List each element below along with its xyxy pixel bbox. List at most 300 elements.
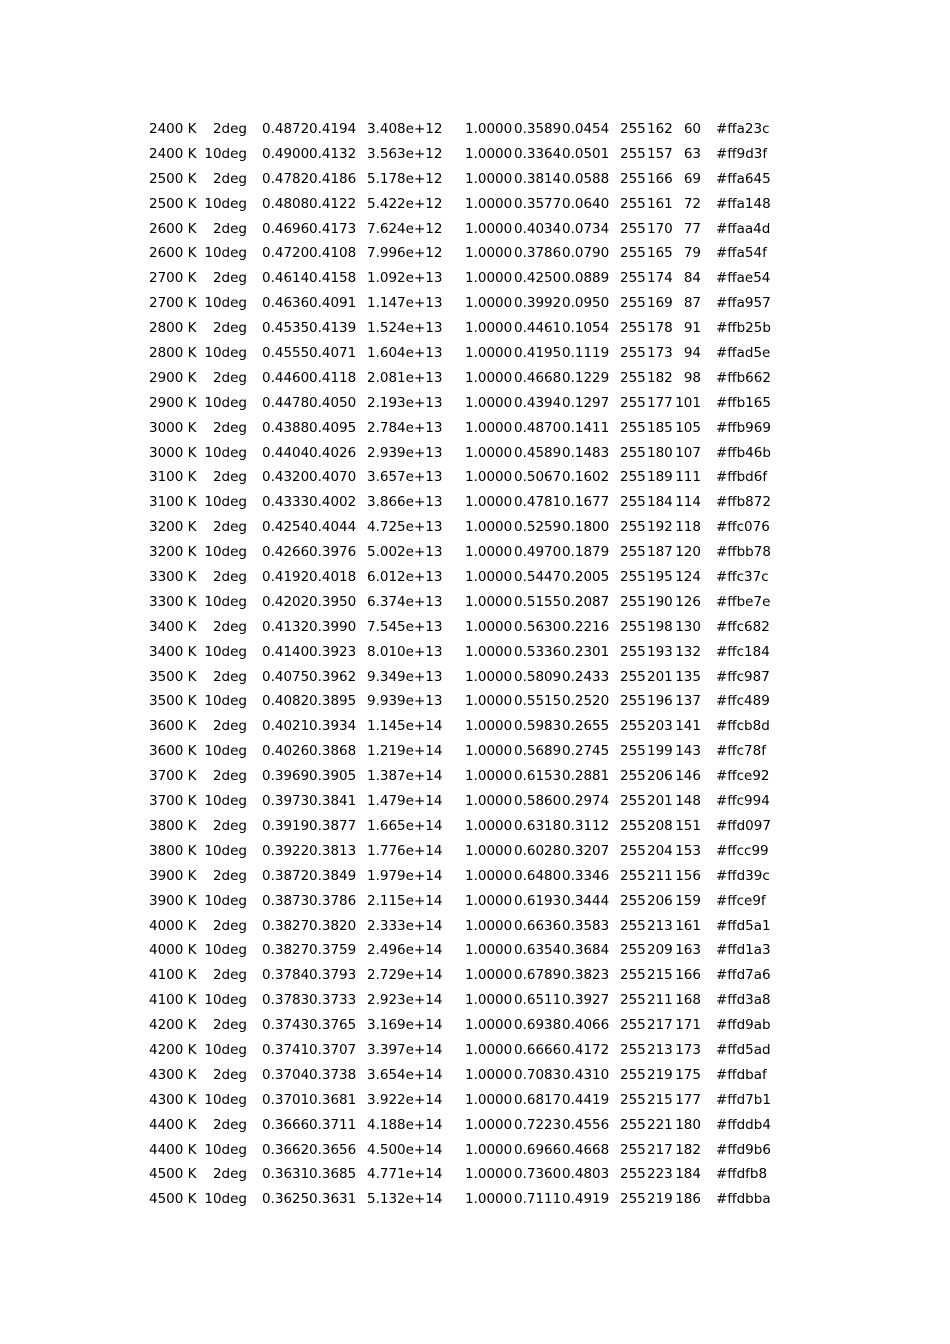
- green-fraction-cell: 0.6666: [514, 1041, 562, 1058]
- table-row: [0, 1013, 950, 1038]
- observer-cell: 2deg: [212, 469, 247, 486]
- chromaticity-y-cell: 0.4186: [309, 170, 357, 187]
- chromaticity-y-cell: 0.3905: [309, 768, 357, 785]
- green-fraction-cell: 0.6636: [514, 917, 562, 934]
- table-row: [0, 988, 950, 1013]
- red-fraction-cell: 1.0000: [465, 419, 513, 436]
- temperature-cell: 4400 K: [149, 1116, 197, 1133]
- blue-8bit-cell: 184: [675, 1166, 701, 1183]
- red-fraction-cell: 1.0000: [465, 195, 513, 212]
- table-row: [0, 689, 950, 714]
- temperature-cell: 3600 K: [149, 743, 197, 760]
- hex-color-cell: #ffbd6f: [716, 469, 768, 486]
- chromaticity-y-cell: 0.3976: [309, 544, 357, 561]
- chromaticity-x-cell: 0.4082: [262, 693, 310, 710]
- chromaticity-x-cell: 0.4872: [262, 121, 310, 137]
- chromaticity-x-cell: 0.4388: [262, 419, 310, 436]
- temperature-cell: 3000 K: [149, 444, 197, 461]
- green-fraction-cell: 0.6966: [514, 1141, 562, 1158]
- chromaticity-y-cell: 0.4044: [309, 519, 357, 536]
- blue-fraction-cell: 0.0950: [562, 295, 610, 312]
- red-fraction-cell: 1.0000: [465, 817, 513, 834]
- red-fraction-cell: 1.0000: [465, 842, 513, 859]
- blue-8bit-cell: 143: [675, 743, 701, 760]
- observer-cell: 2deg: [212, 967, 247, 984]
- hex-color-cell: #ffd5a1: [716, 917, 771, 934]
- temperature-cell: 4200 K: [149, 1017, 197, 1034]
- temperature-cell: 3800 K: [149, 842, 197, 859]
- red-8bit-cell: 255: [620, 270, 646, 287]
- observer-cell: 2deg: [212, 917, 247, 934]
- table-row: [0, 814, 950, 839]
- red-fraction-cell: 1.0000: [465, 569, 513, 586]
- observer-cell: 2deg: [212, 419, 247, 436]
- red-fraction-cell: 1.0000: [465, 320, 513, 337]
- table-row: [0, 316, 950, 341]
- observer-cell: 10deg: [204, 1141, 247, 1158]
- blue-fraction-cell: 0.3583: [562, 917, 610, 934]
- red-8bit-cell: 255: [620, 967, 646, 984]
- observer-cell: 2deg: [212, 121, 247, 137]
- red-fraction-cell: 1.0000: [465, 121, 513, 137]
- hex-color-cell: #ffd9ab: [716, 1017, 771, 1034]
- power-cell: 8.010e+13: [367, 643, 443, 660]
- chromaticity-x-cell: 0.4140: [262, 643, 310, 660]
- green-fraction-cell: 0.5259: [514, 519, 562, 536]
- table-row: [0, 565, 950, 590]
- green-fraction-cell: 0.6480: [514, 867, 562, 884]
- chromaticity-y-cell: 0.3738: [309, 1066, 357, 1083]
- green-fraction-cell: 0.6153: [514, 768, 562, 785]
- blue-8bit-cell: 84: [683, 270, 701, 287]
- green-fraction-cell: 0.5155: [514, 593, 562, 610]
- observer-cell: 2deg: [212, 668, 247, 685]
- green-fraction-cell: 0.6354: [514, 942, 562, 959]
- power-cell: 1.776e+14: [367, 842, 443, 859]
- red-8bit-cell: 255: [620, 369, 646, 386]
- red-fraction-cell: 1.0000: [465, 1091, 513, 1108]
- temperature-cell: 2500 K: [149, 170, 197, 187]
- observer-cell: 2deg: [212, 768, 247, 785]
- green-fraction-cell: 0.4034: [514, 220, 562, 237]
- blue-8bit-cell: 137: [675, 693, 701, 710]
- blue-fraction-cell: 0.4172: [562, 1041, 610, 1058]
- red-8bit-cell: 255: [620, 867, 646, 884]
- observer-cell: 10deg: [204, 942, 247, 959]
- blue-8bit-cell: 107: [675, 444, 701, 461]
- power-cell: 3.866e+13: [367, 494, 443, 511]
- temperature-cell: 3400 K: [149, 618, 197, 635]
- table-row: [0, 1187, 950, 1212]
- power-cell: 5.002e+13: [367, 544, 443, 561]
- green-8bit-cell: 199: [647, 743, 673, 760]
- red-8bit-cell: 255: [620, 569, 646, 586]
- blue-8bit-cell: 171: [675, 1017, 701, 1034]
- blue-8bit-cell: 146: [675, 768, 701, 785]
- green-fraction-cell: 0.5336: [514, 643, 562, 660]
- table-row: [0, 590, 950, 615]
- blue-8bit-cell: 60: [683, 121, 701, 137]
- green-8bit-cell: 221: [647, 1116, 673, 1133]
- red-fraction-cell: 1.0000: [465, 1116, 513, 1133]
- red-8bit-cell: 255: [620, 1191, 646, 1208]
- green-8bit-cell: 170: [647, 220, 673, 237]
- power-cell: 2.729e+14: [367, 967, 443, 984]
- hex-color-cell: #ffb872: [716, 494, 771, 511]
- red-8bit-cell: 255: [620, 842, 646, 859]
- green-8bit-cell: 182: [647, 369, 673, 386]
- observer-cell: 10deg: [204, 743, 247, 760]
- green-fraction-cell: 0.6028: [514, 842, 562, 859]
- temperature-cell: 2600 K: [149, 220, 197, 237]
- temperature-cell: 3800 K: [149, 817, 197, 834]
- red-fraction-cell: 1.0000: [465, 295, 513, 312]
- green-8bit-cell: 213: [647, 917, 673, 934]
- observer-cell: 10deg: [204, 643, 247, 660]
- blue-8bit-cell: 124: [675, 569, 701, 586]
- temperature-cell: 3200 K: [149, 519, 197, 536]
- chromaticity-y-cell: 0.4018: [309, 569, 357, 586]
- chromaticity-y-cell: 0.3934: [309, 718, 357, 735]
- power-cell: 4.500e+14: [367, 1141, 443, 1158]
- red-fraction-cell: 1.0000: [465, 170, 513, 187]
- table-row: [0, 366, 950, 391]
- blue-8bit-cell: 79: [683, 245, 701, 262]
- power-cell: 2.784e+13: [367, 419, 443, 436]
- blue-fraction-cell: 0.0588: [562, 170, 610, 187]
- hex-color-cell: #ffcc99: [716, 842, 769, 859]
- chromaticity-x-cell: 0.4900: [262, 145, 310, 162]
- observer-cell: 2deg: [212, 817, 247, 834]
- blue-8bit-cell: 114: [675, 494, 701, 511]
- chromaticity-x-cell: 0.3922: [262, 842, 310, 859]
- observer-cell: 10deg: [204, 444, 247, 461]
- green-fraction-cell: 0.6938: [514, 1017, 562, 1034]
- red-8bit-cell: 255: [620, 593, 646, 610]
- observer-cell: 10deg: [204, 1191, 247, 1208]
- hex-color-cell: #ffddb4: [716, 1116, 771, 1133]
- blue-fraction-cell: 0.4419: [562, 1091, 610, 1108]
- green-8bit-cell: 157: [647, 145, 673, 162]
- red-8bit-cell: 255: [620, 544, 646, 561]
- blue-fraction-cell: 0.4556: [562, 1116, 610, 1133]
- temperature-cell: 4500 K: [149, 1191, 197, 1208]
- chromaticity-x-cell: 0.3625: [262, 1191, 310, 1208]
- temperature-cell: 2900 K: [149, 394, 197, 411]
- blue-fraction-cell: 0.2520: [562, 693, 610, 710]
- chromaticity-y-cell: 0.3685: [309, 1166, 357, 1183]
- hex-color-cell: #ffa645: [716, 170, 771, 187]
- hex-color-cell: #ffad5e: [716, 345, 771, 362]
- chromaticity-y-cell: 0.3962: [309, 668, 357, 685]
- table-row: [0, 714, 950, 739]
- red-fraction-cell: 1.0000: [465, 942, 513, 959]
- blue-fraction-cell: 0.4803: [562, 1166, 610, 1183]
- chromaticity-x-cell: 0.3666: [262, 1116, 310, 1133]
- observer-cell: 2deg: [212, 569, 247, 586]
- green-fraction-cell: 0.4250: [514, 270, 562, 287]
- green-8bit-cell: 178: [647, 320, 673, 337]
- power-cell: 7.545e+13: [367, 618, 443, 635]
- green-fraction-cell: 0.3992: [514, 295, 562, 312]
- red-fraction-cell: 1.0000: [465, 1141, 513, 1158]
- red-fraction-cell: 1.0000: [465, 270, 513, 287]
- observer-cell: 10deg: [204, 195, 247, 212]
- blue-fraction-cell: 0.4919: [562, 1191, 610, 1208]
- red-fraction-cell: 1.0000: [465, 743, 513, 760]
- chromaticity-x-cell: 0.4021: [262, 718, 310, 735]
- chromaticity-y-cell: 0.3895: [309, 693, 357, 710]
- blue-fraction-cell: 0.0790: [562, 245, 610, 262]
- blue-fraction-cell: 0.1054: [562, 320, 610, 337]
- hex-color-cell: #ffc37c: [716, 569, 769, 586]
- red-fraction-cell: 1.0000: [465, 544, 513, 561]
- power-cell: 1.979e+14: [367, 867, 443, 884]
- chromaticity-y-cell: 0.4002: [309, 494, 357, 511]
- temperature-cell: 4000 K: [149, 917, 197, 934]
- red-8bit-cell: 255: [620, 942, 646, 959]
- green-fraction-cell: 0.5067: [514, 469, 562, 486]
- chromaticity-y-cell: 0.4070: [309, 469, 357, 486]
- hex-color-cell: #ffd3a8: [716, 992, 771, 1009]
- power-cell: 7.624e+12: [367, 220, 443, 237]
- temperature-cell: 2700 K: [149, 270, 197, 287]
- observer-cell: 10deg: [204, 295, 247, 312]
- observer-cell: 10deg: [204, 892, 247, 909]
- observer-cell: 10deg: [204, 593, 247, 610]
- table-row: [0, 963, 950, 988]
- red-8bit-cell: 255: [620, 1041, 646, 1058]
- table-row: [0, 341, 950, 366]
- red-8bit-cell: 255: [620, 345, 646, 362]
- chromaticity-x-cell: 0.3701: [262, 1091, 310, 1108]
- green-8bit-cell: 215: [647, 967, 673, 984]
- power-cell: 1.145e+14: [367, 718, 443, 735]
- hex-color-cell: #ffb165: [716, 394, 771, 411]
- hex-color-cell: #ffd9b6: [716, 1141, 771, 1158]
- red-8bit-cell: 255: [620, 295, 646, 312]
- hex-color-cell: #ffbe7e: [716, 593, 771, 610]
- hex-color-cell: #ffaa4d: [716, 220, 771, 237]
- observer-cell: 10deg: [204, 793, 247, 810]
- blue-8bit-cell: 180: [675, 1116, 701, 1133]
- power-cell: 9.349e+13: [367, 668, 443, 685]
- hex-color-cell: #ff9d3f: [716, 145, 768, 162]
- blue-8bit-cell: 175: [675, 1066, 701, 1083]
- red-8bit-cell: 255: [620, 1141, 646, 1158]
- chromaticity-y-cell: 0.4173: [309, 220, 357, 237]
- green-8bit-cell: 187: [647, 544, 673, 561]
- table-row: [0, 515, 950, 540]
- green-fraction-cell: 0.7083: [514, 1066, 562, 1083]
- red-8bit-cell: 255: [620, 693, 646, 710]
- table-row: [0, 640, 950, 665]
- red-8bit-cell: 255: [620, 643, 646, 660]
- observer-cell: 2deg: [212, 220, 247, 237]
- blue-8bit-cell: 120: [675, 544, 701, 561]
- hex-color-cell: #ffd39c: [716, 867, 770, 884]
- red-fraction-cell: 1.0000: [465, 220, 513, 237]
- red-8bit-cell: 255: [620, 1166, 646, 1183]
- red-fraction-cell: 1.0000: [465, 369, 513, 386]
- chromaticity-y-cell: 0.3759: [309, 942, 357, 959]
- blue-fraction-cell: 0.3346: [562, 867, 610, 884]
- blue-fraction-cell: 0.0889: [562, 270, 610, 287]
- red-8bit-cell: 255: [620, 394, 646, 411]
- temperature-cell: 4300 K: [149, 1091, 197, 1108]
- chromaticity-x-cell: 0.3872: [262, 867, 310, 884]
- green-fraction-cell: 0.3364: [514, 145, 562, 162]
- chromaticity-y-cell: 0.4132: [309, 145, 357, 162]
- green-fraction-cell: 0.5689: [514, 743, 562, 760]
- green-8bit-cell: 185: [647, 419, 673, 436]
- red-fraction-cell: 1.0000: [465, 892, 513, 909]
- red-fraction-cell: 1.0000: [465, 1191, 513, 1208]
- power-cell: 1.524e+13: [367, 320, 443, 337]
- observer-cell: 2deg: [212, 618, 247, 635]
- hex-color-cell: #ffd7a6: [716, 967, 771, 984]
- power-cell: 5.178e+12: [367, 170, 443, 187]
- observer-cell: 10deg: [204, 394, 247, 411]
- table-row: [0, 441, 950, 466]
- blue-fraction-cell: 0.2745: [562, 743, 610, 760]
- chromaticity-x-cell: 0.4404: [262, 444, 310, 461]
- red-fraction-cell: 1.0000: [465, 469, 513, 486]
- power-cell: 3.922e+14: [367, 1091, 443, 1108]
- blue-fraction-cell: 0.3823: [562, 967, 610, 984]
- blue-8bit-cell: 173: [675, 1041, 701, 1058]
- chromaticity-x-cell: 0.3743: [262, 1017, 310, 1034]
- hex-color-cell: #ffd7b1: [716, 1091, 771, 1108]
- temperature-cell: 4200 K: [149, 1041, 197, 1058]
- temperature-cell: 3900 K: [149, 867, 197, 884]
- temperature-cell: 2900 K: [149, 369, 197, 386]
- table-row: [0, 490, 950, 515]
- table-row: [0, 839, 950, 864]
- blue-8bit-cell: 98: [683, 369, 701, 386]
- observer-cell: 2deg: [212, 1066, 247, 1083]
- blue-8bit-cell: 72: [683, 195, 701, 212]
- blue-8bit-cell: 148: [675, 793, 701, 810]
- power-cell: 9.939e+13: [367, 693, 443, 710]
- temperature-cell: 2800 K: [149, 320, 197, 337]
- chromaticity-y-cell: 0.3733: [309, 992, 357, 1009]
- table-row: [0, 615, 950, 640]
- table-row: [0, 764, 950, 789]
- green-8bit-cell: 201: [647, 793, 673, 810]
- table-row: [0, 739, 950, 764]
- red-fraction-cell: 1.0000: [465, 1066, 513, 1083]
- blue-fraction-cell: 0.4066: [562, 1017, 610, 1034]
- blue-fraction-cell: 0.3444: [562, 892, 610, 909]
- hex-color-cell: #ffd1a3: [716, 942, 771, 959]
- green-fraction-cell: 0.4461: [514, 320, 562, 337]
- power-cell: 2.939e+13: [367, 444, 443, 461]
- chromaticity-x-cell: 0.3873: [262, 892, 310, 909]
- green-8bit-cell: 217: [647, 1141, 673, 1158]
- temperature-cell: 4300 K: [149, 1066, 197, 1083]
- red-fraction-cell: 1.0000: [465, 917, 513, 934]
- table-row: [0, 1063, 950, 1088]
- hex-color-cell: #ffb46b: [716, 444, 771, 461]
- table-row: [0, 938, 950, 963]
- hex-color-cell: #ffdfb8: [716, 1166, 768, 1183]
- temperature-cell: 2700 K: [149, 295, 197, 312]
- green-fraction-cell: 0.5515: [514, 693, 562, 710]
- power-cell: 2.115e+14: [367, 892, 443, 909]
- green-8bit-cell: 217: [647, 1017, 673, 1034]
- green-fraction-cell: 0.4781: [514, 494, 562, 511]
- green-8bit-cell: 213: [647, 1041, 673, 1058]
- hex-color-cell: #ffb25b: [716, 320, 771, 337]
- red-8bit-cell: 255: [620, 917, 646, 934]
- power-cell: 1.604e+13: [367, 345, 443, 362]
- blue-fraction-cell: 0.0734: [562, 220, 610, 237]
- observer-cell: 10deg: [204, 245, 247, 262]
- power-cell: 1.219e+14: [367, 743, 443, 760]
- temperature-cell: 3900 K: [149, 892, 197, 909]
- red-fraction-cell: 1.0000: [465, 768, 513, 785]
- red-fraction-cell: 1.0000: [465, 693, 513, 710]
- green-8bit-cell: 173: [647, 345, 673, 362]
- green-fraction-cell: 0.3577: [514, 195, 562, 212]
- red-8bit-cell: 255: [620, 145, 646, 162]
- red-8bit-cell: 255: [620, 743, 646, 760]
- observer-cell: 10deg: [204, 842, 247, 859]
- green-8bit-cell: 211: [647, 992, 673, 1009]
- temperature-cell: 2400 K: [149, 121, 197, 137]
- green-fraction-cell: 0.6318: [514, 817, 562, 834]
- hex-color-cell: #ffa54f: [716, 245, 767, 262]
- blue-8bit-cell: 161: [675, 917, 701, 934]
- chromaticity-x-cell: 0.4254: [262, 519, 310, 536]
- red-8bit-cell: 255: [620, 1017, 646, 1034]
- chromaticity-x-cell: 0.4614: [262, 270, 310, 287]
- table-row: [0, 540, 950, 565]
- red-8bit-cell: 255: [620, 320, 646, 337]
- power-cell: 3.397e+14: [367, 1041, 443, 1058]
- red-8bit-cell: 255: [620, 892, 646, 909]
- red-fraction-cell: 1.0000: [465, 444, 513, 461]
- table-row: [0, 1088, 950, 1113]
- hex-color-cell: #ffdbba: [716, 1191, 771, 1208]
- temperature-cell: 3300 K: [149, 569, 197, 586]
- blue-8bit-cell: 105: [675, 419, 701, 436]
- blue-fraction-cell: 0.1602: [562, 469, 610, 486]
- chromaticity-y-cell: 0.3681: [309, 1091, 357, 1108]
- observer-cell: 10deg: [204, 1091, 247, 1108]
- red-8bit-cell: 255: [620, 793, 646, 810]
- green-8bit-cell: 169: [647, 295, 673, 312]
- chromaticity-x-cell: 0.4555: [262, 345, 310, 362]
- green-fraction-cell: 0.3786: [514, 245, 562, 262]
- red-8bit-cell: 255: [620, 718, 646, 735]
- chromaticity-y-cell: 0.3849: [309, 867, 357, 884]
- green-8bit-cell: 180: [647, 444, 673, 461]
- green-fraction-cell: 0.4870: [514, 419, 562, 436]
- power-cell: 2.193e+13: [367, 394, 443, 411]
- observer-cell: 10deg: [204, 544, 247, 561]
- red-8bit-cell: 255: [620, 170, 646, 187]
- table-row: [0, 416, 950, 441]
- blue-fraction-cell: 0.0454: [562, 121, 610, 137]
- blue-8bit-cell: 135: [675, 668, 701, 685]
- table-row: [0, 117, 950, 142]
- table-row: [0, 241, 950, 266]
- chromaticity-y-cell: 0.3793: [309, 967, 357, 984]
- blue-fraction-cell: 0.2301: [562, 643, 610, 660]
- blue-8bit-cell: 159: [675, 892, 701, 909]
